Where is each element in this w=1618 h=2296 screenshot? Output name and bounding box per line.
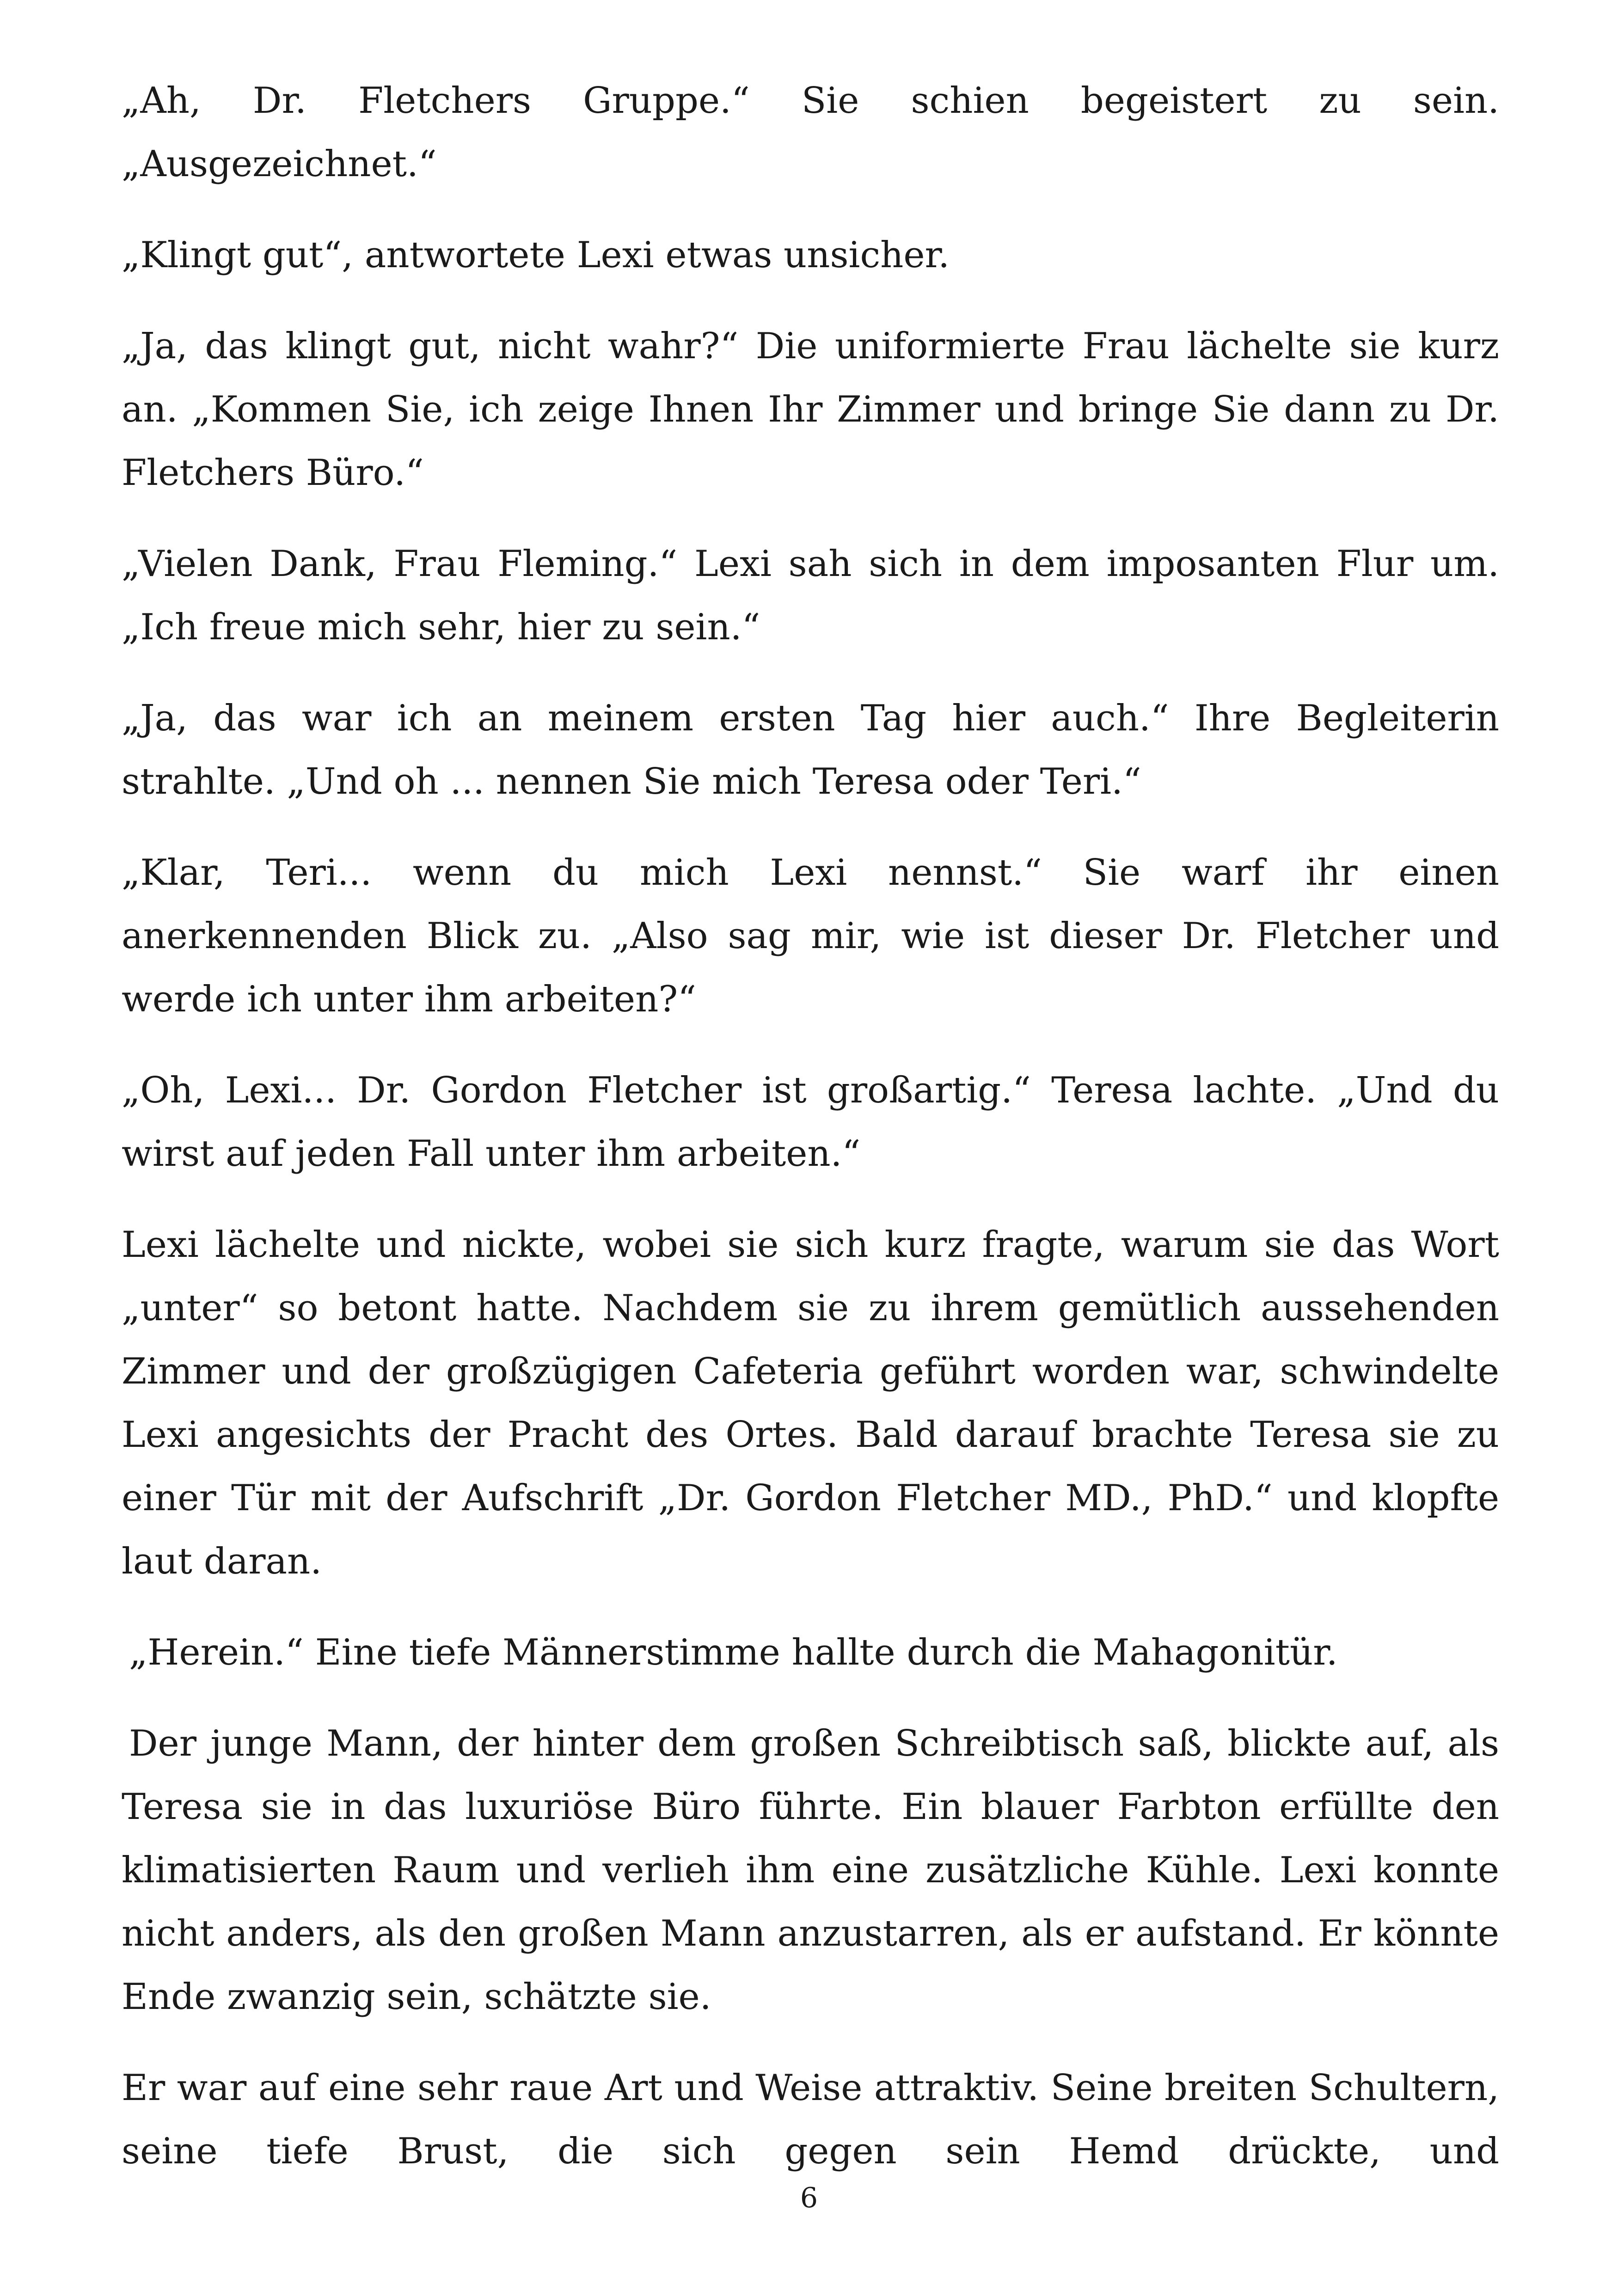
paragraph-4: „Vielen Dank, Frau Fleming.“ Lexi sah sich in dem imposanten Flur um. „Ich freue mich sehr, hier zu sein.“ xyxy=(122,543,1499,648)
paragraph-2: „Klingt gut“, antwortete Lexi etwas unsicher. xyxy=(122,234,950,276)
page-number: 6 xyxy=(800,2182,818,2214)
paragraph-6: „Klar, Teri... wenn du mich Lexi nennst.“ Sie warf ihr einen anerkennenden Blick zu. „Also sag mir, wie ist dieser Dr. Fletcher und werde ich unter ihm arbeiten?“ xyxy=(122,852,1499,1020)
paragraph-5: „Ja, das war ich an meinem ersten Tag hier auch.“ Ihre Begleiterin strahlte. „Und oh ... nennen Sie mich Teresa oder Teri.“ xyxy=(122,698,1499,802)
paragraph-11: Er war auf eine sehr raue Art und Weise attraktiv. Seine breiten Schultern, seine tiefe Brust, die sich gegen sein Hemd drückte, und xyxy=(122,2067,1499,2172)
paragraph-9: „Herein.“ Eine tiefe Männerstimme hallte durch die Mahagonitür. xyxy=(129,1632,1338,1673)
paragraph-10: Der junge Mann, der hinter dem großen Schreibtisch saß, blickte auf, als Teresa sie in das luxuriöse Büro führte. Ein blauer Farbton erfüllte den klimatisierten Raum und verlieh ihm eine zusätzliche Kühle. Lexi konnte nicht anders, als den großen Mann anzustarren, als er aufstand. Er könnte Ende zwanzig sein, schätzte sie. xyxy=(122,1723,1499,2018)
paragraph-3: „Ja, das klingt gut, nicht wahr?“ Die uniformierte Frau lächelte sie kurz an. „Kommen Sie, ich zeige Ihnen Ihr Zimmer und bringe Sie dann zu Dr. Fletchers Büro.“ xyxy=(122,325,1499,494)
paragraph-1: „Ah, Dr. Fletchers Gruppe.“ Sie schien begeistert zu sein. „Ausgezeichnet.“ xyxy=(122,80,1499,185)
page-text-body xyxy=(122,69,1499,2211)
paragraph-8: Lexi lächelte und nickte, wobei sie sich kurz fragte, warum sie das Wort „unter“ so betont hatte. Nachdem sie zu ihrem gemütlich aussehenden Zimmer und der großzügigen Cafeteria geführt worden war, schwindelte Lexi angesichts der Pracht des Ortes. Bald darauf brachte Teresa sie zu einer Tür mit der Aufschrift „Dr. Gordon Fletcher MD., PhD.“ und klopfte laut daran. xyxy=(122,1224,1499,1582)
paragraph-7: „Oh, Lexi... Dr. Gordon Fletcher ist großartig.“ Teresa lachte. „Und du wirst auf jeden Fall unter ihm arbeiten.“ xyxy=(122,1070,1499,1175)
